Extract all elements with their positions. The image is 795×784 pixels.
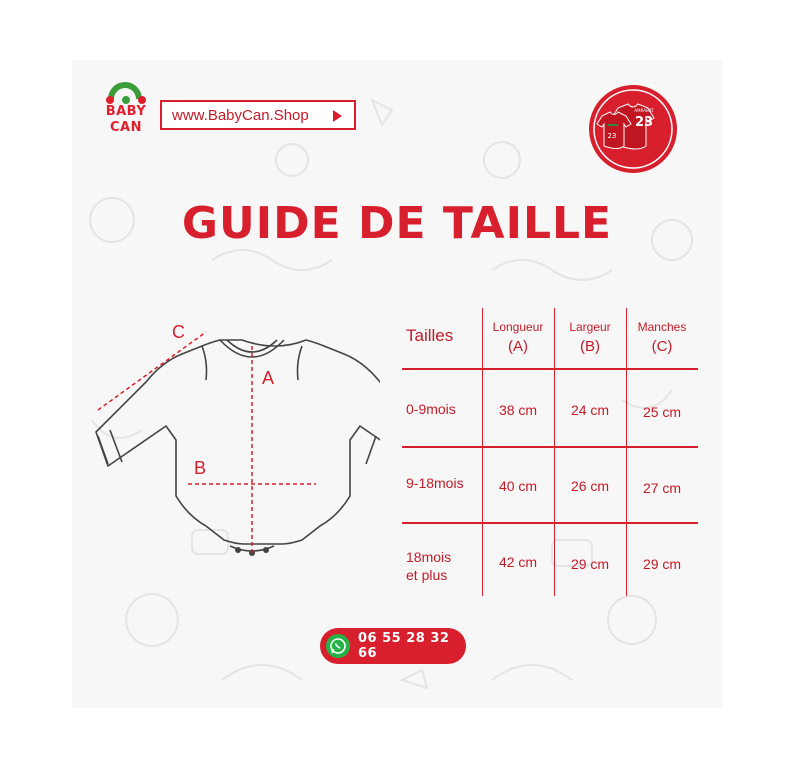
table-cell: 38 cm	[498, 402, 538, 418]
table-cell: 40 cm	[498, 478, 538, 494]
svg-text:23: 23	[607, 132, 617, 140]
product-badge	[588, 84, 678, 174]
table-divider	[402, 446, 698, 448]
table-cell: 27 cm	[642, 480, 682, 496]
label-b: B	[194, 458, 207, 478]
whatsapp-contact-button[interactable]	[320, 628, 466, 664]
phone-number: 06 55 28 32 66	[358, 631, 450, 661]
shop-url-button[interactable]	[160, 100, 356, 130]
whatsapp-icon	[326, 634, 350, 658]
shop-url-text: www.BabyCan.Shop	[172, 106, 309, 124]
bodysuit-diagram	[90, 318, 380, 568]
bodysuit-badge-icon	[588, 84, 678, 174]
label-c: C	[172, 322, 185, 342]
table-cell: 26 cm	[570, 478, 610, 494]
table-divider	[402, 522, 698, 524]
logo-dot-icon	[122, 96, 130, 104]
logo-dot-icon	[106, 96, 114, 104]
size-guide-card	[72, 60, 722, 708]
header-largeur: Largeur (B)	[569, 320, 611, 355]
play-arrow-icon	[333, 110, 342, 122]
header-sizes: Tailles	[406, 326, 454, 345]
svg-text:AMRABAT: AMRABAT	[634, 108, 654, 113]
table-cell: 42 cm	[498, 554, 538, 570]
babycan-logo[interactable]	[102, 82, 150, 146]
table-divider	[402, 368, 698, 370]
table-cell: 25 cm	[642, 404, 682, 420]
logo-text-line1: BABY	[105, 104, 147, 119]
table-cell: 29 cm	[642, 556, 682, 572]
table-row-size: 18mois et plus	[406, 549, 452, 583]
size-table	[402, 306, 702, 606]
header-manches: Manches (C)	[637, 320, 687, 355]
table-row-size: 9-18mois	[406, 475, 464, 491]
label-a: A	[262, 368, 275, 388]
table-row-size: 0-9mois	[406, 401, 456, 417]
table-cell: 29 cm	[570, 556, 610, 572]
svg-text:23: 23	[634, 115, 654, 130]
logo-text-line2: CAN	[110, 120, 142, 135]
page-title: GUIDE DE TAILLE	[181, 198, 613, 249]
header-longueur: Longueur (A)	[492, 320, 544, 355]
logo-dot-icon	[138, 96, 146, 104]
table-cell: 24 cm	[570, 402, 610, 418]
